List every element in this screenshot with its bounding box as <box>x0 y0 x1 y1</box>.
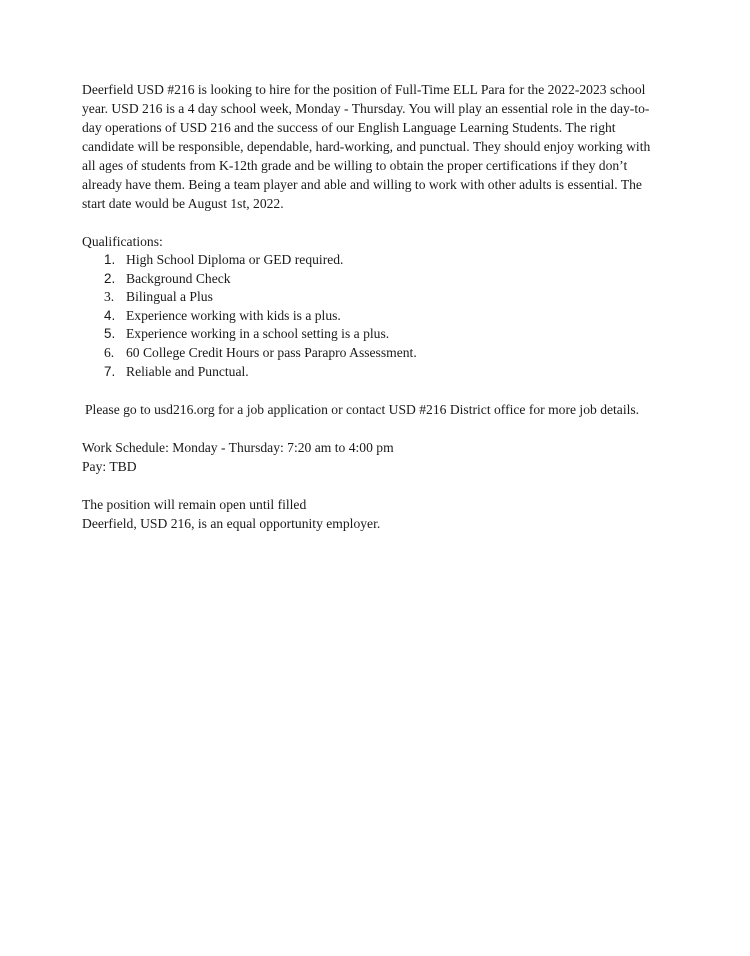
work-schedule: Work Schedule: Monday - Thursday: 7:20 am to 4:00 pm <box>82 440 394 456</box>
list-item <box>82 288 662 307</box>
list-item <box>82 270 662 289</box>
list-item <box>82 251 662 270</box>
list-item-text: Reliable and Punctual. <box>126 363 249 379</box>
list-item-number: 6. <box>104 344 115 360</box>
list-item <box>82 307 662 326</box>
list-item-number: 4. <box>104 307 116 323</box>
list-item <box>82 363 662 382</box>
spacer <box>82 419 662 438</box>
spacer <box>82 381 662 400</box>
qualifications-heading: Qualifications: <box>82 234 163 249</box>
list-item <box>82 325 662 344</box>
list-item <box>82 344 662 363</box>
spacer <box>82 213 662 232</box>
list-item-number: 2. <box>104 270 116 286</box>
list-item-text: Experience working in a school setting is a plus. <box>126 326 390 342</box>
list-item-number: 3. <box>104 289 115 305</box>
spacer <box>82 476 662 495</box>
pay-info: Pay: TBD <box>82 459 137 475</box>
qualifications-list <box>82 251 662 381</box>
apply-note: Please go to usd216.org for a job application or contact USD #216 District office for more job details. <box>85 402 640 418</box>
equal-opportunity-note: Deerfield, USD 216, is an equal opportunity employer. <box>82 516 381 532</box>
list-item-text: Experience working with kids is a plus. <box>126 307 341 323</box>
document-page <box>82 80 662 533</box>
list-item-text: High School Diploma or GED required. <box>126 252 344 267</box>
list-item-text: Background Check <box>126 270 231 286</box>
list-item-text: 60 College Credit Hours or pass Parapro Assessment. <box>126 344 417 360</box>
list-item-number: 7. <box>104 363 116 379</box>
open-until-filled-note: The position will remain open until filled <box>82 497 307 513</box>
job-description-paragraph: Deerfield USD #216 is looking to hire for the position of Full-Time ELL Para for the 2022-2023 school year. USD 216 is a 4 day school week, Monday - Thursday. You will play an essential role in the day-to-day operations of USD 216 and the success of our English Language Learning Students. The right candidate will be responsible, dependable, hard-working, and punctual. They should enjoy working with all ages of students from K-12th grade and be willing to obtain the proper certifications if they don’t already have them. Being a team player and able and willing to work with other adults is essential. The start date would be August 1st, 2022. <box>82 82 651 211</box>
list-item-number: 5. <box>104 326 116 342</box>
list-item-text: Bilingual a Plus <box>126 289 213 305</box>
list-item-number: 1. <box>104 252 116 267</box>
